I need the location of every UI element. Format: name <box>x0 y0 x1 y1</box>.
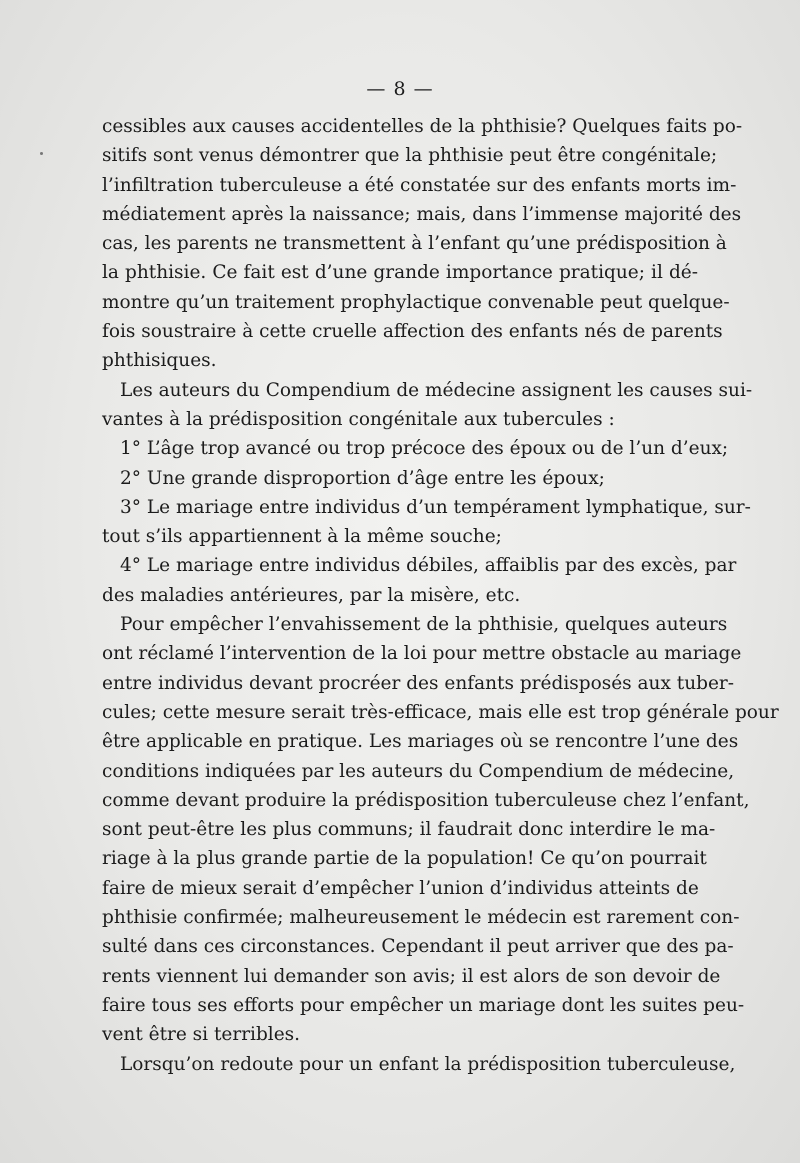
text-line: Pour empêcher l’envahissement de la phthisie, quelques auteurs <box>120 614 728 636</box>
text-line: cas, les parents ne transmettent à l’enfant qu’une prédisposition à <box>102 233 727 255</box>
text-line: 3° Le mariage entre individus d’un tempérament lymphatique, sur- <box>120 496 751 518</box>
text-line: vantes à la prédisposition congénitale aux tubercules : <box>102 408 615 430</box>
text-line: 4° Le mariage entre individus débiles, affaiblis par des excès, par <box>120 555 737 577</box>
text-line: 1° L’âge trop avancé ou trop précoce des époux ou de l’un d’eux; <box>120 438 729 460</box>
text-line: être applicable en pratique. Les mariages où se rencontre l’une des <box>102 731 739 753</box>
text-line: la phthisie. Ce fait est d’une grande importance pratique; il dé- <box>102 262 698 284</box>
text-line: faire tous ses efforts pour empêcher un mariage dont les suites peu- <box>102 994 745 1016</box>
text-line: sitifs sont venus démontrer que la phthisie peut être congénitale; <box>102 145 718 167</box>
text-line: faire de mieux serait d’empêcher l’union d’individus atteints de <box>102 877 699 899</box>
text-line: médiatement après la naissance; mais, dans l’immense majorité des <box>102 203 742 225</box>
text-line: Lorsqu’on redoute pour un enfant la prédisposition tuberculeuse, <box>120 1053 736 1075</box>
text-line: conditions indiquées par les auteurs du Compendium de médecine, <box>102 760 735 782</box>
text-line: phthisie confirmée; malheureusement le médecin est rarement con- <box>102 907 740 929</box>
page-number: — 8 — <box>366 78 434 100</box>
text-line: fois soustraire à cette cruelle affection des enfants nés de parents <box>102 321 723 343</box>
text-line: tout s’ils appartiennent à la même souche; <box>102 526 502 548</box>
text-line: sont peut-être les plus communs; il faudrait donc interdire le ma- <box>102 819 716 841</box>
text-line: comme devant produire la prédisposition tuberculeuse chez l’enfant, <box>102 789 750 811</box>
text-line: vent être si terribles. <box>102 1024 301 1046</box>
body-text <box>102 112 779 1079</box>
text-line: l’infiltration tuberculeuse a été constatée sur des enfants morts im- <box>102 174 737 196</box>
text-line: sulté dans ces circonstances. Cependant il peut arriver que des pa- <box>102 936 734 958</box>
text-line: cules; cette mesure serait très-efficace, mais elle est trop générale pour <box>102 701 779 723</box>
margin-speck <box>40 152 43 155</box>
text-line: 2° Une grande disproportion d’âge entre les époux; <box>120 467 605 489</box>
text-line: Les auteurs du Compendium de médecine assignent les causes sui- <box>120 379 753 401</box>
text-line: des maladies antérieures, par la misère, etc. <box>102 584 521 606</box>
text-line: rents viennent lui demander son avis; il est alors de son devoir de <box>102 965 721 987</box>
text-line: riage à la plus grande partie de la population! Ce qu’on pourrait <box>102 848 707 870</box>
text-line: montre qu’un traitement prophylactique convenable peut quelque- <box>102 291 730 313</box>
text-line: phthisiques. <box>102 350 217 372</box>
text-line: ont réclamé l’intervention de la loi pour mettre obstacle au mariage <box>102 643 742 665</box>
text-line: entre individus devant procréer des enfants prédisposés aux tuber- <box>102 672 735 694</box>
text-line: cessibles aux causes accidentelles de la phthisie? Quelques faits po- <box>102 116 743 137</box>
